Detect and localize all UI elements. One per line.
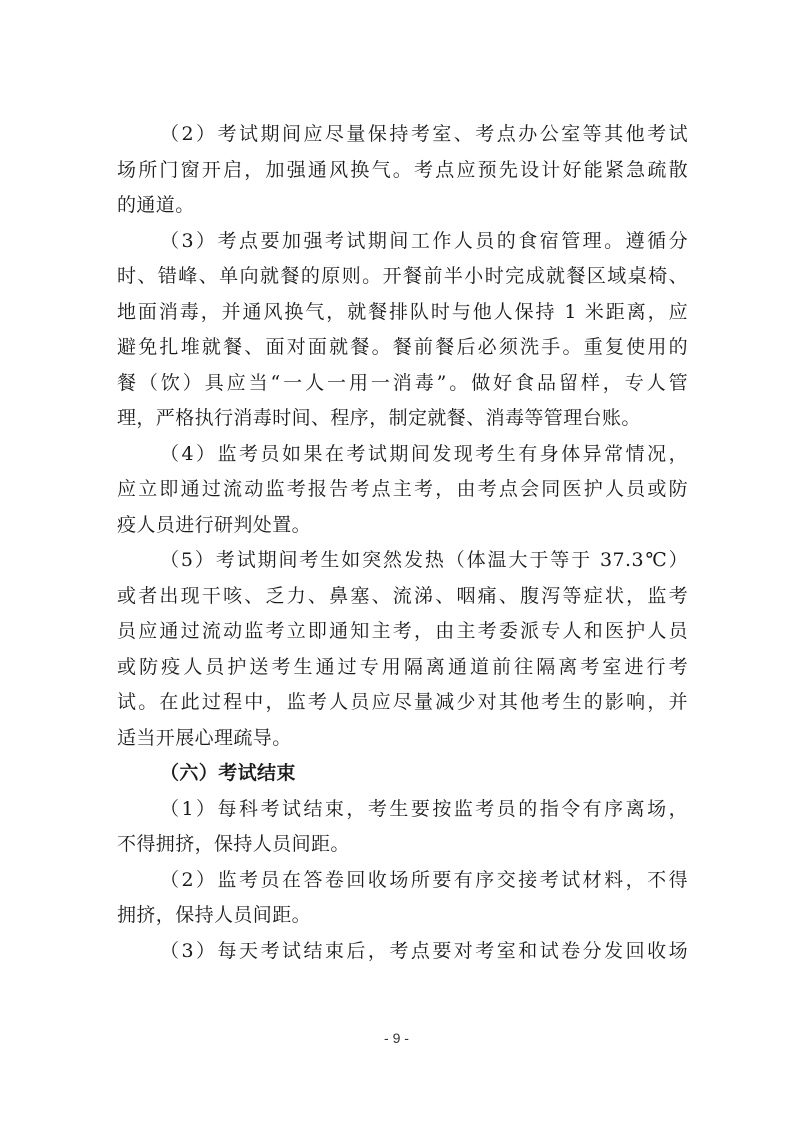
- text-line: 或者出现干咳、乏力、鼻塞、流涕、咽痛、腹泻等症状，监考: [117, 584, 688, 607]
- text-line: 时、错峰、单向就餐的原则。开餐前半小时完成就餐区域桌椅、: [117, 265, 688, 287]
- text-line: 理，严格执行消毒时间、程序，制定就餐、消毒等管理台账。: [117, 407, 641, 429]
- text-line: 拥挤，保持人员间距。: [117, 904, 312, 926]
- section-heading: （六）考试结束: [160, 762, 296, 784]
- text-line: （3）每天考试结束后，考点要对考室和试卷分发回收场: [160, 939, 688, 962]
- text-line: （2）考试期间应尽量保持考室、考点办公室等其他考试: [160, 123, 688, 145]
- text-line: 餐（饮）具应当“一人一用一消毒”。做好食品留样，专人管: [117, 371, 688, 394]
- text-line: 的通道。: [117, 194, 195, 216]
- paragraph-2-ventilation: [117, 117, 688, 224]
- paragraph-end-2: [117, 863, 688, 934]
- text-line: 场所门窗开启，加强通风换气。考点应预先设计好能紧急疏散: [117, 158, 688, 181]
- text-line: 应立即通过流动监考报告考点主考，由考点会同医护人员或防: [117, 478, 688, 500]
- paragraph-3-catering: [117, 224, 688, 437]
- text-line: 不得拥挤，保持人员间距。: [117, 833, 350, 855]
- text-line: 避免扎堆就餐、面对面就餐。餐前餐后必须洗手。重复使用的: [117, 336, 688, 358]
- text-line: 适当开展心理疏导。: [117, 726, 292, 749]
- text-line: （4）监考员如果在考试期间发现考生有身体异常情况，: [160, 442, 688, 465]
- paragraph-end-1: [117, 792, 688, 863]
- section-heading-exam-end: [117, 756, 688, 792]
- text-line: 员应通过流动监考立即通知主考，由主考委派专人和医护人员: [117, 620, 688, 642]
- text-line: 或防疫人员护送考生通过专用隔离通道前往隔离考室进行考: [117, 655, 688, 678]
- text-line: 试。在此过程中，监考人员应尽量减少对其他考生的影响，并: [117, 691, 688, 713]
- text-line: （2）监考员在答卷回收场所要有序交接考试材料，不得: [160, 868, 688, 891]
- text-line: 疫人员进行研判处置。: [117, 513, 312, 536]
- paragraph-4-health-report: [117, 437, 688, 544]
- text-line: （1）每科考试结束，考生要按监考员的指令有序离场，: [160, 797, 688, 820]
- text-line: （5）考试期间考生如突然发热（体温大于等于 37.3℃）: [160, 549, 688, 571]
- paragraph-5-fever: [117, 543, 688, 756]
- text-line: 地面消毒，并通风换气，就餐排队时与他人保持 1 米距离，应: [117, 300, 688, 323]
- text-line: （3）考点要加强考试期间工作人员的食宿管理。遵循分: [160, 229, 688, 252]
- page-number: - 9 -: [384, 1030, 409, 1046]
- paragraph-end-3: [117, 934, 688, 970]
- document-body: [117, 117, 688, 969]
